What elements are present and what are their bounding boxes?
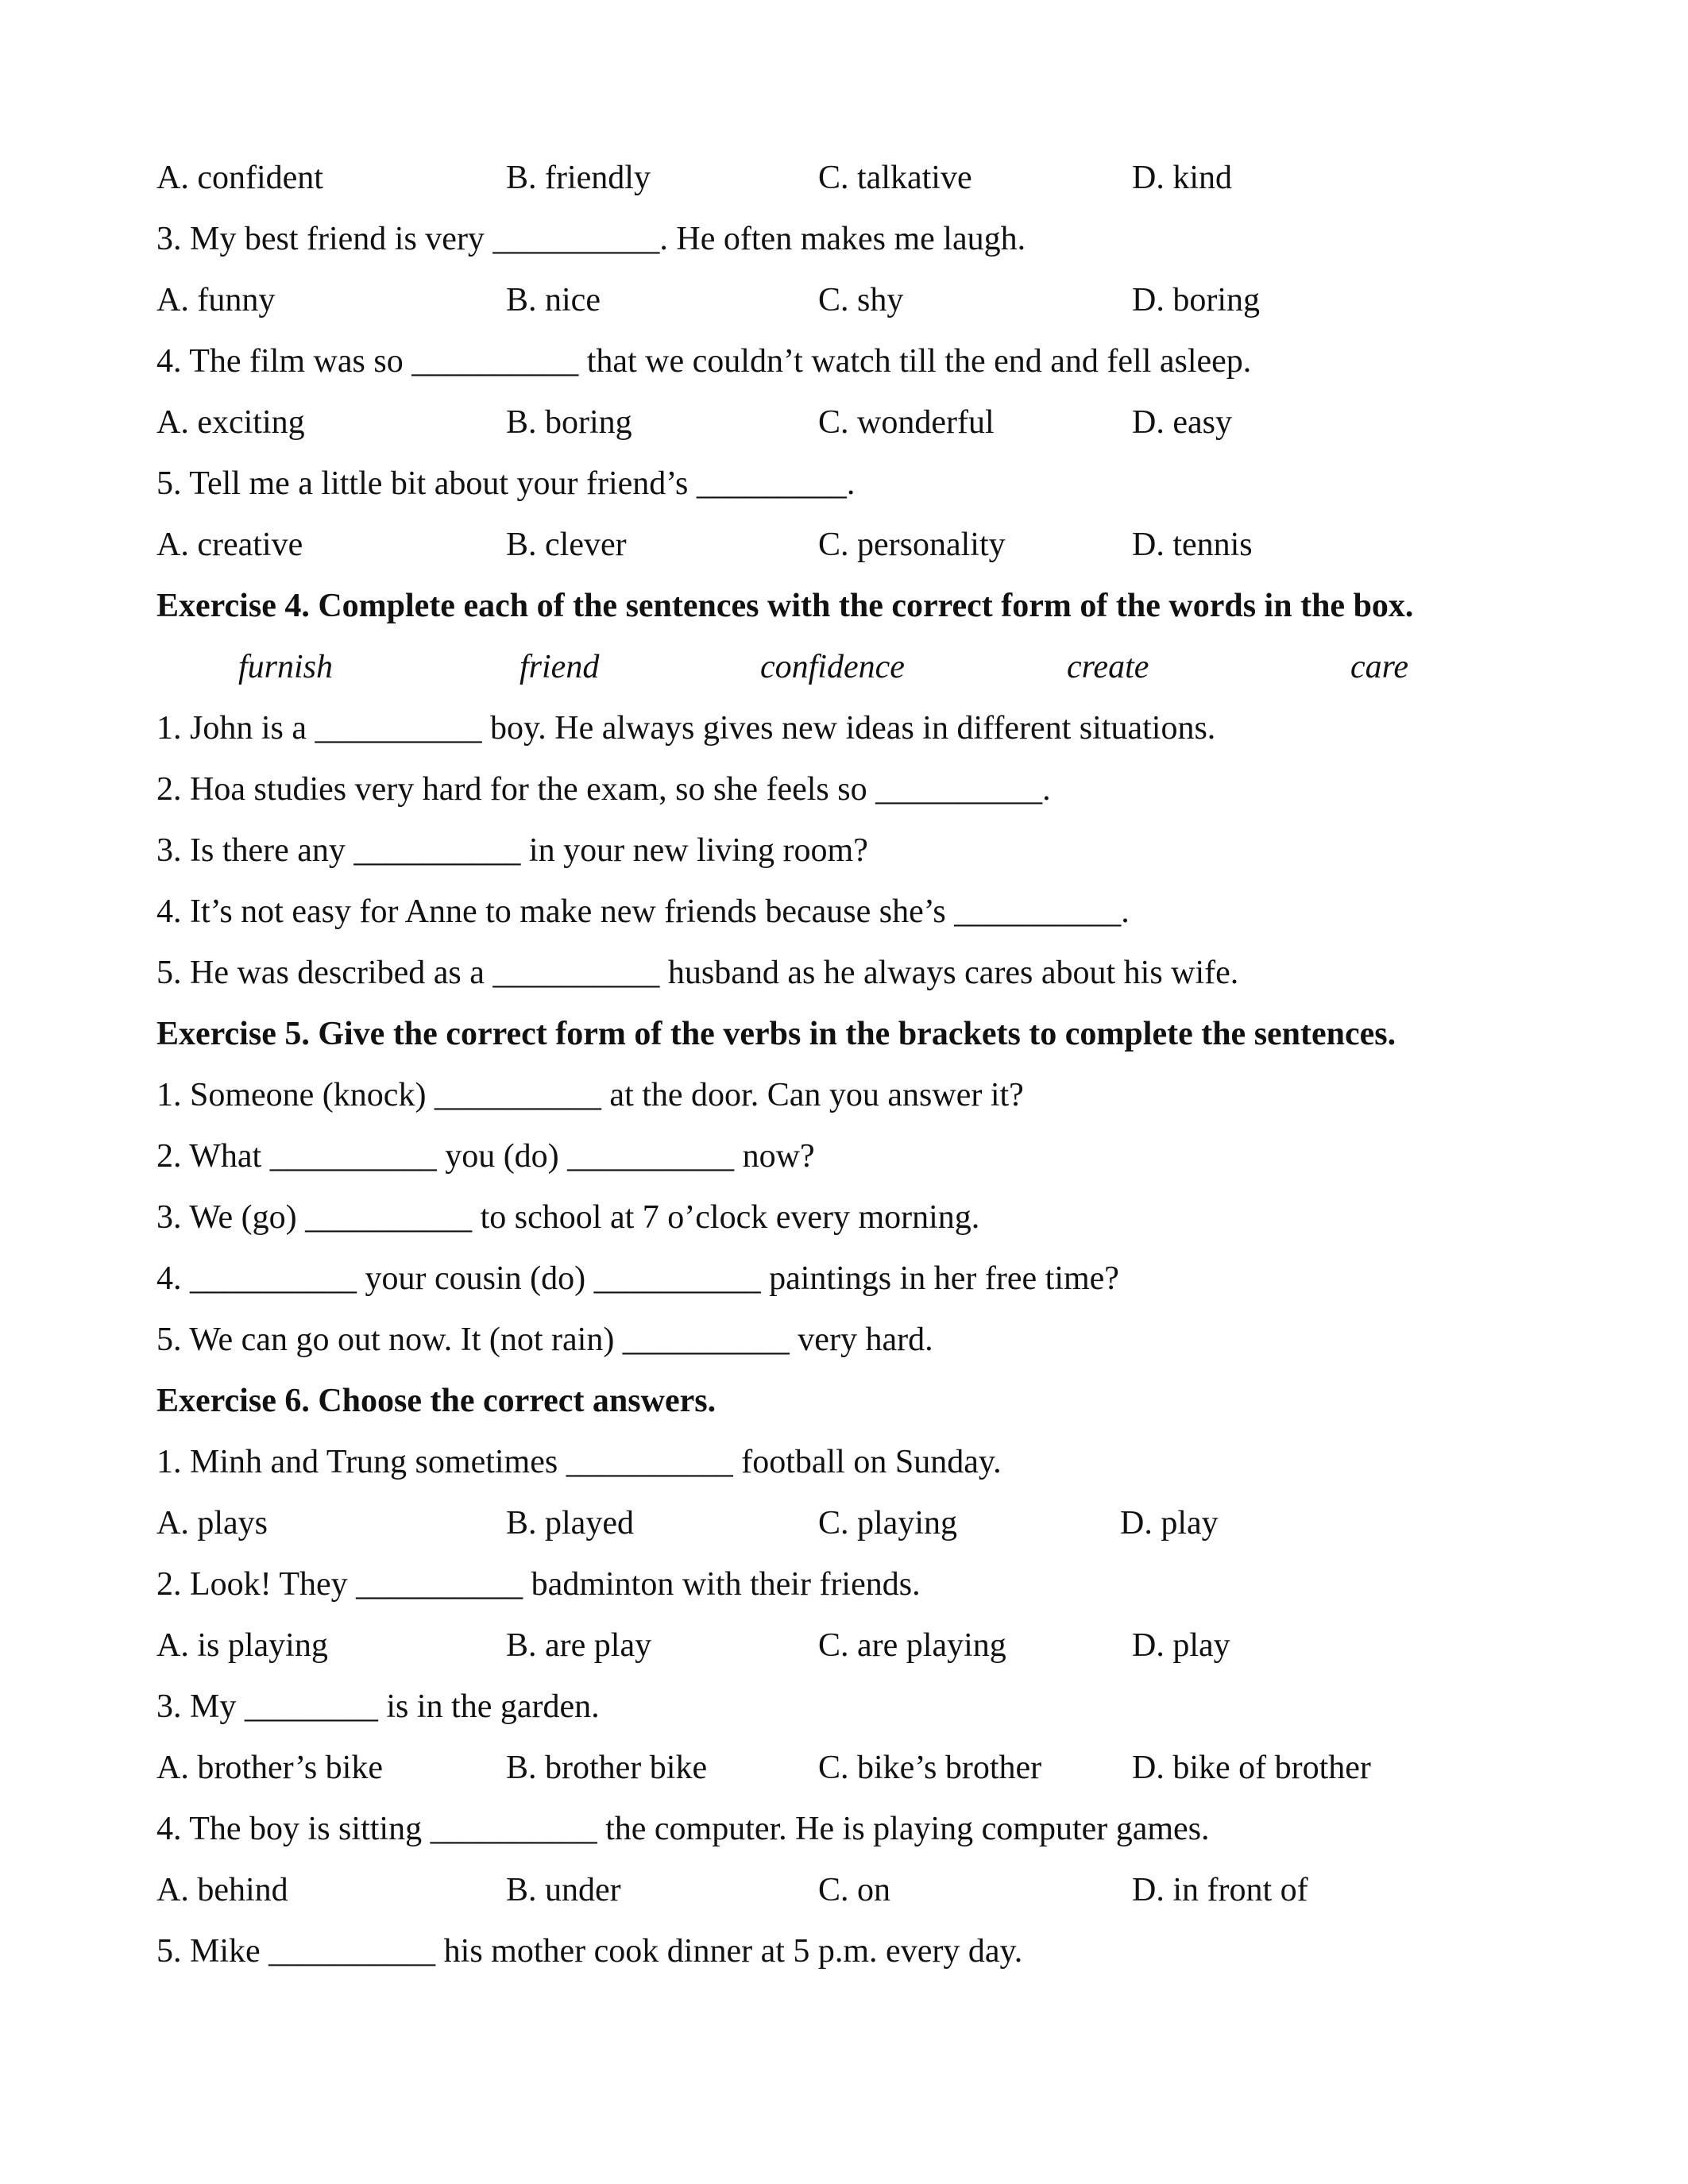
option-c: C. talkative xyxy=(818,160,972,196)
question-text: 3. Is there any __________ in your new living room? xyxy=(156,832,868,869)
question-text: 4. It’s not easy for Anne to make new friends because she’s __________. xyxy=(156,893,1130,930)
option-d: D. play xyxy=(1120,1505,1219,1542)
option-a: A. exciting xyxy=(156,404,305,441)
exercise-heading: Exercise 4. Complete each of the sentences with the correct form of the words in the box. xyxy=(156,588,1414,624)
option-b: B. are play xyxy=(506,1627,652,1664)
option-c: C. shy xyxy=(818,282,904,318)
option-a: A. is playing xyxy=(156,1627,328,1664)
word-box-item: care xyxy=(1350,649,1409,685)
option-b: B. played xyxy=(506,1505,634,1542)
question-text: 5. He was described as a __________ husband as he always cares about his wife. xyxy=(156,955,1239,991)
option-b: B. boring xyxy=(506,404,632,441)
option-d: D. boring xyxy=(1132,282,1260,318)
question-text: 5. We can go out now. It (not rain) __________ very hard. xyxy=(156,1322,933,1358)
question-text: 4. __________ your cousin (do) __________ paintings in her free time? xyxy=(156,1260,1119,1297)
option-b: B. nice xyxy=(506,282,601,318)
question-text: 1. John is a __________ boy. He always gives new ideas in different situations. xyxy=(156,710,1216,747)
option-d: D. kind xyxy=(1132,160,1232,196)
option-c: C. are playing xyxy=(818,1627,1006,1664)
question-text: 3. My best friend is very __________. He often makes me laugh. xyxy=(156,221,1026,257)
option-c: C. personality xyxy=(818,527,1006,563)
option-a: A. confident xyxy=(156,160,323,196)
word-box-item: create xyxy=(1067,649,1149,685)
option-a: A. brother’s bike xyxy=(156,1750,383,1786)
option-a: A. funny xyxy=(156,282,276,318)
option-a: A. behind xyxy=(156,1872,288,1908)
word-box-item: friend xyxy=(520,649,600,685)
question-text: 3. We (go) __________ to school at 7 o’clock every morning. xyxy=(156,1199,980,1236)
option-d: D. in front of xyxy=(1132,1872,1308,1908)
word-box-item: furnish xyxy=(238,649,334,685)
option-a: A. plays xyxy=(156,1505,268,1542)
question-text: 5. Mike __________ his mother cook dinner at 5 p.m. every day. xyxy=(156,1933,1023,1970)
question-text: 4. The boy is sitting __________ the computer. He is playing computer games. xyxy=(156,1811,1210,1847)
option-b: B. under xyxy=(506,1872,621,1908)
option-a: A. creative xyxy=(156,527,303,563)
option-d: D. play xyxy=(1132,1627,1230,1664)
word-box-item: confidence xyxy=(760,649,905,685)
option-d: D. tennis xyxy=(1132,527,1253,563)
question-text: 2. What __________ you (do) __________ now? xyxy=(156,1138,815,1175)
option-b: B. clever xyxy=(506,527,627,563)
option-c: C. playing xyxy=(818,1505,957,1542)
option-d: D. easy xyxy=(1132,404,1232,441)
question-text: 1. Minh and Trung sometimes __________ football on Sunday. xyxy=(156,1444,1002,1480)
question-text: 5. Tell me a little bit about your friend’s _________. xyxy=(156,465,856,502)
option-c: C. wonderful xyxy=(818,404,995,441)
exercise-heading: Exercise 5. Give the correct form of the verbs in the brackets to complete the sentences. xyxy=(156,1016,1396,1052)
exercise-heading: Exercise 6. Choose the correct answers. xyxy=(156,1383,717,1419)
question-text: 3. My ________ is in the garden. xyxy=(156,1688,600,1725)
option-b: B. friendly xyxy=(506,160,651,196)
option-c: C. on xyxy=(818,1872,891,1908)
option-c: C. bike’s brother xyxy=(818,1750,1042,1786)
option-b: B. brother bike xyxy=(506,1750,708,1786)
question-text: 1. Someone (knock) __________ at the door. Can you answer it? xyxy=(156,1077,1024,1113)
question-text: 2. Hoa studies very hard for the exam, so she feels so __________. xyxy=(156,771,1051,808)
question-text: 2. Look! They __________ badminton with their friends. xyxy=(156,1566,921,1603)
question-text: 4. The film was so __________ that we couldn’t watch till the end and fell asleep. xyxy=(156,343,1252,380)
option-d: D. bike of brother xyxy=(1132,1750,1371,1786)
